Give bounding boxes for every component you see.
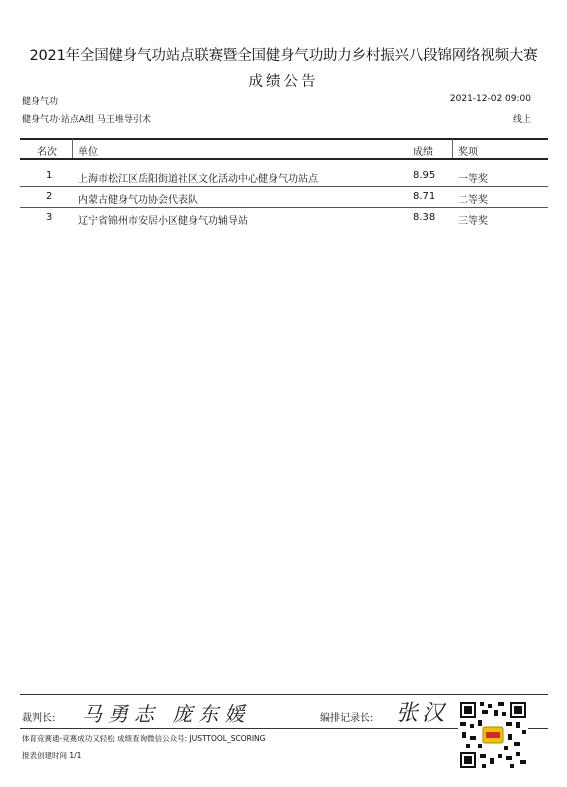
recorder-signature: 张汉 <box>396 701 449 726</box>
table-header-rule <box>20 158 548 160</box>
recorder-label: 编排记录长: <box>320 713 374 724</box>
row-score: 8.95 <box>413 170 436 181</box>
row-award: 三等奖 <box>458 216 488 227</box>
row-divider <box>20 186 548 187</box>
page-title: 2021年全国健身气功站点联赛暨全国健身气功助力乡村振兴八段锦网络视频大赛 <box>29 48 538 64</box>
row-award: 一等奖 <box>458 174 488 185</box>
row-rank: 3 <box>46 212 53 223</box>
row-divider <box>20 207 548 208</box>
report-created: 报表创建时间 1/1 <box>22 751 82 760</box>
column-header-award: 奖项 <box>458 147 478 158</box>
row-score: 8.71 <box>413 191 436 202</box>
footer-top-rule <box>20 694 548 695</box>
row-unit: 内蒙古健身气功协会代表队 <box>78 195 198 206</box>
qr-code-icon <box>458 700 528 770</box>
row-unit: 上海市松江区岳阳街道社区文化活动中心健身气功站点 <box>78 174 318 185</box>
group-name: 健身气功·站点A组 马王堆导引术 <box>22 115 151 125</box>
row-unit: 辽宁省锦州市安居小区健身气功辅导站 <box>78 216 248 227</box>
event-name: 健身气功 <box>22 97 59 107</box>
event-datetime: 2021-12-02 09:00 <box>449 94 531 104</box>
row-score: 8.38 <box>413 212 436 223</box>
page-subtitle: 成绩公告 <box>248 74 319 90</box>
event-mode: 线上 <box>512 115 531 125</box>
brand-line: 体育竞赛通-竞赛成功又轻松 成绩查询微信公众号: JUSTTOOL_SCORING <box>22 734 266 743</box>
column-separator <box>452 139 453 158</box>
column-header-unit: 单位 <box>78 147 98 158</box>
row-rank: 2 <box>46 191 53 202</box>
row-rank: 1 <box>46 170 53 181</box>
row-award: 二等奖 <box>458 195 488 206</box>
column-separator <box>72 139 73 158</box>
referee-signature: 马勇志 庞东媛 <box>82 702 251 726</box>
table-top-rule <box>20 138 548 140</box>
column-header-rank: 名次 <box>37 147 57 158</box>
referee-label: 裁判长: <box>22 713 56 724</box>
column-header-score: 成绩 <box>413 147 433 158</box>
